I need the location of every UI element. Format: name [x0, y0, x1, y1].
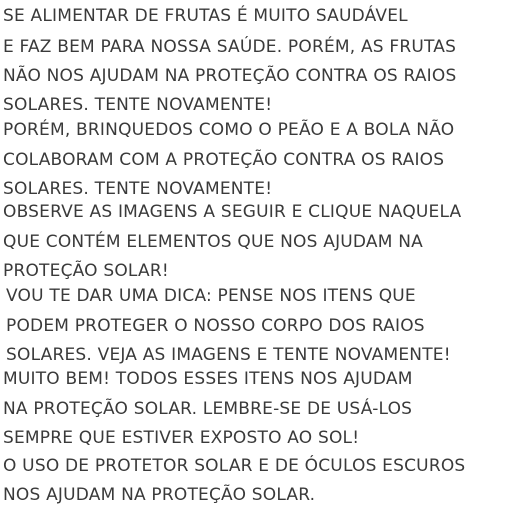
message-success-line-1: MUITO BEM! TODOS ESSES ITENS NOS AJUDAM — [3, 369, 413, 389]
message-fruits-line-1: SE ALIMENTAR DE FRUTAS É MUITO SAUDÁVEL — [3, 6, 408, 26]
message-fruits-line-4: SOLARES. TENTE NOVAMENTE! — [3, 95, 273, 115]
message-hint-line-3: SOLARES. VEJA AS IMAGENS E TENTE NOVAMENTE! — [6, 345, 451, 365]
message-success-line-2: NA PROTEÇÃO SOLAR. LEMBRE-SE DE USÁ-LOS — [3, 399, 413, 419]
message-instruction-line-1: OBSERVE AS IMAGENS A SEGUIR E CLIQUE NAQUELA — [3, 202, 462, 222]
message-toys-line-1: PORÉM, BRINQUEDOS COMO O PEÃO E A BOLA NÃO — [3, 120, 455, 140]
message-hint-line-2: PODEM PROTEGER O NOSSO CORPO DOS RAIOS — [6, 316, 425, 336]
message-hint-line-1: VOU TE DAR UMA DICA: PENSE NOS ITENS QUE — [6, 286, 416, 306]
message-fruits-line-2: E FAZ BEM PARA NOSSA SAÚDE. PORÉM, AS FRUTAS — [3, 37, 457, 57]
message-success-line-3: SEMPRE QUE ESTIVER EXPOSTO AO SOL! — [3, 428, 360, 448]
message-instruction-line-3: PROTEÇÃO SOLAR! — [3, 261, 169, 281]
message-toys-line-2: COLABORAM COM A PROTEÇÃO CONTRA OS RAIOS — [3, 150, 445, 170]
message-sunscreen-line-2: NOS AJUDAM NA PROTEÇÃO SOLAR. — [3, 485, 316, 505]
message-instruction-line-2: QUE CONTÉM ELEMENTOS QUE NOS AJUDAM NA — [3, 232, 423, 252]
message-toys-line-3: SOLARES. TENTE NOVAMENTE! — [3, 179, 273, 199]
message-sunscreen-line-1: O USO DE PROTETOR SOLAR E DE ÓCULOS ESCUROS — [3, 456, 466, 476]
message-fruits-line-3: NÃO NOS AJUDAM NA PROTEÇÃO CONTRA OS RAIOS — [3, 66, 457, 86]
